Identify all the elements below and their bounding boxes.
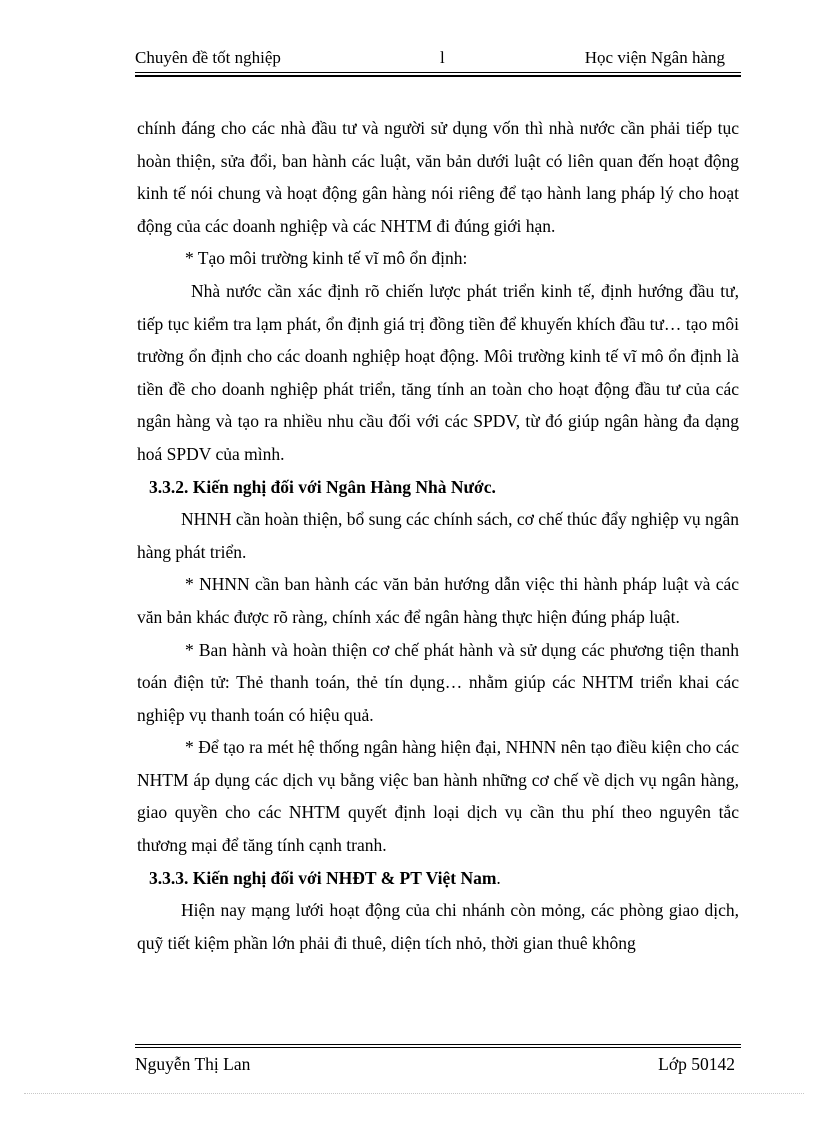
paragraph: NHNH cần hoàn thiện, bổ sung các chính sách, cơ chế thúc đẩy nghiệp vụ ngân hàng phát triển. <box>137 509 739 562</box>
bullet-paragraph: * NHNN cần ban hành các văn bản hướng dẫn việc thi hành pháp luật và các văn bản khác được rõ ràng, chính xác để ngân hàng thực hiện đúng pháp luật. <box>137 574 739 627</box>
bullet-paragraph: * Tạo môi trường kinh tế vĩ mô ổn định: <box>185 248 468 269</box>
page-body <box>137 112 739 959</box>
header-rule-thick <box>135 75 741 77</box>
bullet-paragraph: * Để tạo ra mét hệ thống ngân hàng hiện đại, NHNN nên tạo điều kiện cho các NHTM áp dụng các dịch vụ bằng việc ban hành những cơ chế về dịch vụ ngân hàng, giao quyền cho các NHTM quyết định loại dịch vụ cần thu phí theo nguyên tắc thương mại để tăng tính cạnh tranh. <box>137 737 739 856</box>
paragraph: chính đáng cho các nhà đầu tư và người sử dụng vốn thì nhà nước cần phải tiếp tục hoàn thiện, sửa đổi, ban hành các luật, văn bản dưới luật có liên quan đến hoạt động kinh tế nói chung và hoạt động gân hàng nói riêng để tạo hành lang pháp lý cho hoạt động của các doanh nghiệp và các NHTM đi đúng giới hạn. <box>137 118 739 236</box>
section-heading-period: . <box>496 867 501 888</box>
header-rule-thin <box>135 72 741 73</box>
section-heading-text: 3.3.3. Kiến nghị đối với NHĐT & PT Việt Nam <box>149 867 497 888</box>
section-heading-container <box>137 862 739 895</box>
page-footer <box>135 1054 735 1078</box>
footer-author: Nguyễn Thị Lan <box>135 1054 251 1074</box>
paragraph: Nhà nước cần xác định rõ chiến lược phát triển kinh tế, định hướng đầu tư, tiếp tục kiểm tra lạm phát, ổn định giá trị đồng tiền để khuyến khích đầu tư… tạo môi trường ổn định cho các doanh nghiệp hoạt động. Môi trường kinh tế vĩ mô ổn định là tiền đề cho doanh nghiệp phát triển, tăng tính an toàn cho hoạt động đầu tư của các ngân hàng và tạo ra nhiều nhu cầu đối với các SPDV, từ đó giúp ngân hàng đa dạng hoá SPDV của mình. <box>137 280 739 464</box>
header-page-number: l <box>440 48 445 67</box>
page-edge-dotted-line <box>24 1093 804 1094</box>
header-institution: Học viện Ngân hàng <box>584 48 725 67</box>
footer-class: Lớp 50142 <box>658 1054 735 1074</box>
bullet-paragraph: * Ban hành và hoàn thiện cơ chế phát hành và sử dụng các phương tiện thanh toán điện tử: Thẻ thanh toán, thẻ tín dụng… nhằm giúp các NHTM triển khai các nghiệp vụ thanh toán có hiệu quả. <box>137 639 739 725</box>
paragraph: Hiện nay mạng lưới hoạt động của chi nhánh còn mỏng, các phòng giao dịch, quỹ tiết kiệm phần lớn phải đi thuê, diện tích nhỏ, thời gian thuê không <box>137 900 739 953</box>
section-heading: 3.3.2. Kiến nghị đối với Ngân Hàng Nhà Nước. <box>149 476 496 497</box>
footer-rule-lower <box>135 1047 741 1048</box>
footer-rule-upper <box>135 1044 741 1045</box>
header-document-type: Chuyên đề tốt nghiệp <box>135 48 281 67</box>
page-header <box>135 48 741 72</box>
